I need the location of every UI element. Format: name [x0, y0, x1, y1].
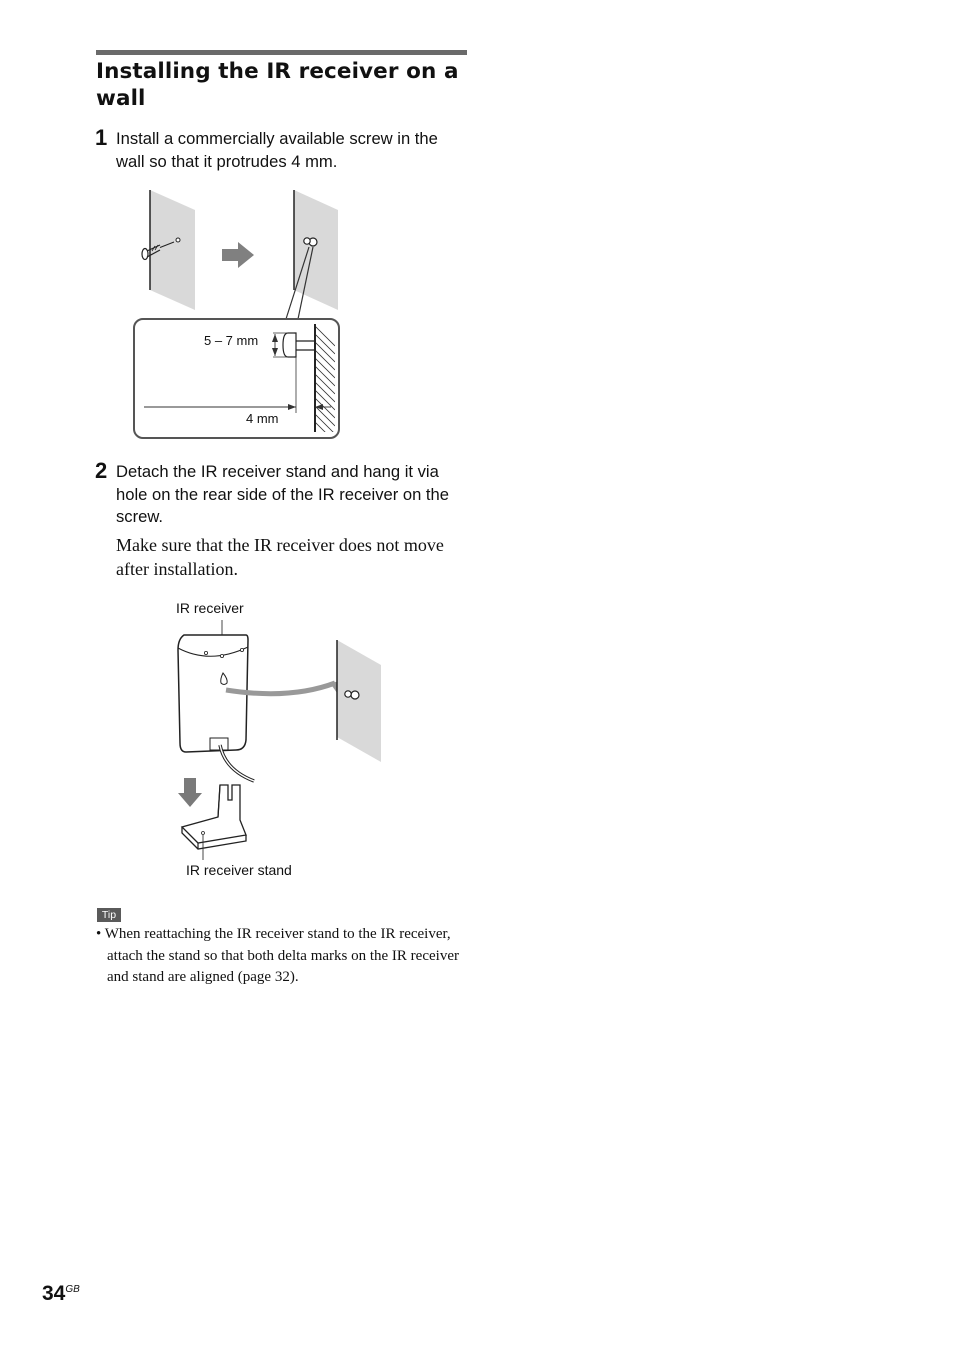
- ir-receiver-hang-figure: [170, 595, 390, 885]
- wall-before: [150, 190, 195, 310]
- section-rule: [96, 50, 467, 55]
- step-1-number: 1: [95, 125, 108, 150]
- dim-protrude-label: 4 mm: [246, 411, 279, 426]
- dim-head-label: 5 – 7 mm: [204, 333, 259, 348]
- step-2-note: Make sure that the IR receiver does not move after installation.: [116, 535, 444, 579]
- page-number: [42, 1282, 80, 1306]
- arrow-down-icon: [178, 778, 202, 807]
- arrow-right-icon: [222, 242, 254, 268]
- step-2-number: 2: [95, 458, 108, 483]
- ir-receiver-stand-label: IR receiver stand: [186, 862, 292, 878]
- wall: [337, 640, 381, 762]
- screw-install-figure: [126, 185, 346, 445]
- page-number-value: 34: [42, 1282, 66, 1305]
- section-title: Installing the IR receiver on a wall: [96, 59, 459, 111]
- step-2-text: Detach the IR receiver stand and hang it via hole on the rear side of the IR receiver on the screw.: [116, 462, 449, 526]
- tip-text: • When reattaching the IR receiver stand to the IR receiver, attach the stand so that both delta marks on the IR receiver and stand are aligned (page 32).: [96, 926, 459, 985]
- tip-badge: Tip: [97, 908, 121, 922]
- wall-after: [294, 190, 338, 310]
- page-region: GB: [65, 1284, 80, 1295]
- step-1-text: Install a commercially available screw in the wall so that it protrudes 4 mm.: [116, 129, 438, 171]
- ir-receiver-label: IR receiver: [176, 600, 244, 616]
